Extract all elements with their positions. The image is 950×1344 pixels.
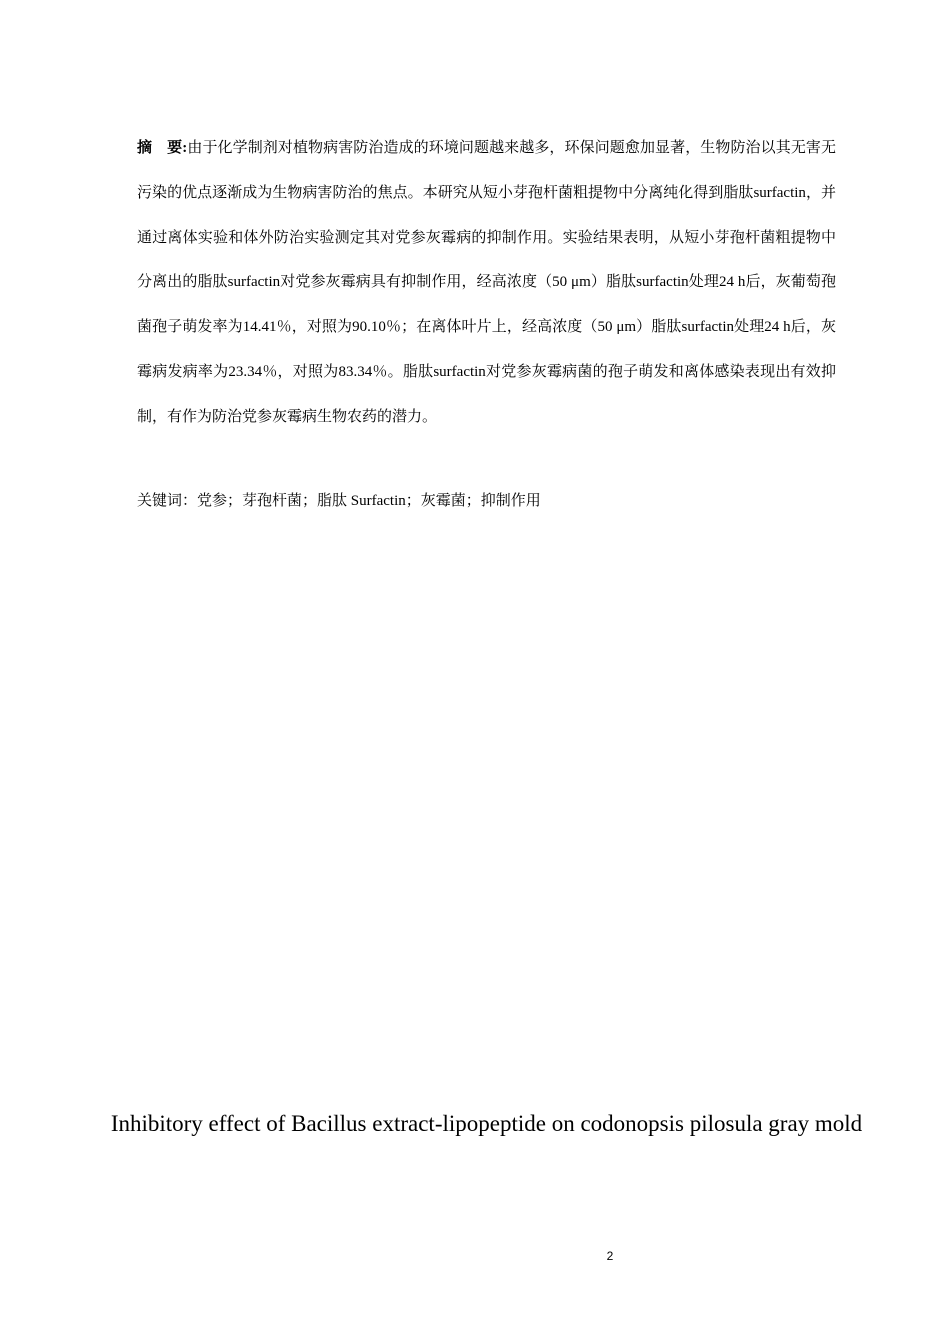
abstract-text: 由于化学制剂对植物病害防治造成的环境问题越来越多，环保问题愈加显著，生物防治以其无害无污染的优点逐渐成为生物病害防治的焦点。本研究从短小芽孢杆菌粗提物中分离纯化得到脂肽surfactin，并通过离体实验和体外防治实验测定其对党参灰霉病的抑制作用。实验结果表明，从短小芽孢杆菌粗提物中分离出的脂肽surfactin对党参灰霉病具有抑制作用，经高浓度（50 μm）脂肽surfactin处理24 h后，灰葡萄孢菌孢子萌发率为14.41％，对照为90.10％；在离体叶片上，经高浓度（50 μm）脂肽surfactin处理24 h后，灰霉病发病率为23.34％，对照为83.34％。脂肽surfactin对党参灰霉病菌的孢子萌发和离体感染表现出有效抑制，有作为防治党参灰霉病生物农药的潜力。 xyxy=(137,140,836,425)
abstract-paragraph xyxy=(137,126,836,440)
abstract-label: 摘 要: xyxy=(137,140,188,156)
page-number: 2 xyxy=(606,1249,614,1263)
english-title: Inhibitory effect of Bacillus extract-lipopeptide on codonopsis pilosula gray mold xyxy=(110,1111,863,1136)
keywords-line: 关键词：党参；芽孢杆菌；脂肽 Surfactin；灰霉菌；抑制作用 xyxy=(137,493,541,509)
